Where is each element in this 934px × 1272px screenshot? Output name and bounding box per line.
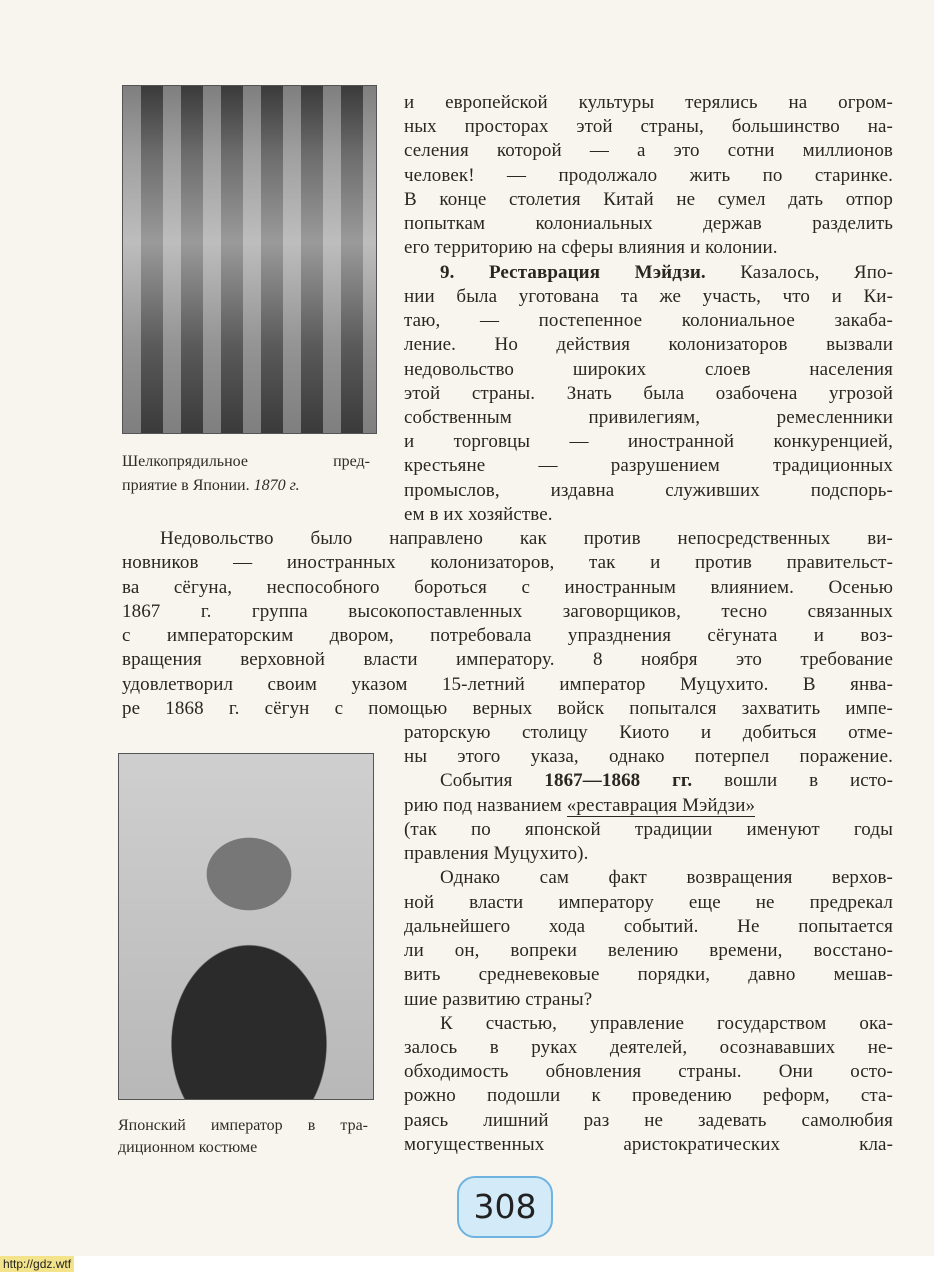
photo2-caption-line2: диционном костюме [118, 1139, 258, 1156]
text-segment: ли он, вопреки велению времени, восстано- [404, 940, 893, 962]
text-segment: промыслов, издавна служивших подспорь- [404, 479, 893, 501]
text-segment: События [440, 770, 545, 792]
text-line [440, 866, 893, 890]
underlined-term: «реставрация Мэйдзи» [566, 794, 756, 816]
text-segment: и торговцы — иностранной конкуренцией, [404, 431, 893, 453]
text-segment: ных просторах этой страны, большинство на- [404, 116, 893, 138]
text-line [404, 1133, 893, 1157]
text-segment: ной власти императору еще не предрекал [404, 891, 893, 913]
text-segment: раясь лишний раз не задевать самолюбия [404, 1109, 893, 1131]
silk-factory-photo [122, 85, 377, 434]
text-segment: с императорским двором, потребовала упразднения сёгуната и воз- [122, 625, 893, 647]
text-line [404, 721, 893, 745]
text-line [122, 600, 893, 624]
text-segment: Однако сам факт возвращения верхов- [440, 867, 893, 889]
text-segment: нии была уготована та же участь, что и Ки- [404, 285, 893, 307]
text-line [404, 285, 893, 309]
photo2-caption-line1: Японский император в тра- [118, 1117, 368, 1134]
text-segment: обходимость обновления страны. Они осто- [404, 1061, 893, 1083]
text-line [404, 479, 893, 503]
text-line [404, 236, 893, 260]
caption-text: приятие в Японии. [122, 477, 254, 494]
text-line [404, 745, 893, 769]
text-segment: дальнейшего хода событий. Не попытается [404, 915, 893, 937]
text-segment: недовольство широких слоев населения [404, 358, 893, 380]
bold-text: 1867—1868 гг. [544, 770, 693, 792]
text-line [404, 139, 893, 163]
text-segment: этой страны. Знать была озабочена угрозой [404, 382, 893, 404]
text-line [404, 891, 893, 915]
text-segment: собственным привилегиям, ремесленники [404, 406, 893, 428]
text-segment: шие развитию страны? [404, 988, 593, 1010]
text-segment: вить средневековые порядки, давно мешав- [404, 964, 893, 986]
text-segment: вращения верховной власти императору. 8 ноября это требование [122, 649, 893, 671]
text-line [404, 988, 893, 1012]
page-number: 308 [457, 1176, 553, 1238]
text-line [404, 818, 893, 842]
text-line [122, 576, 893, 600]
text-segment: и европейской культуры терялись на огром- [404, 92, 893, 113]
text-line [404, 309, 893, 333]
text-line [404, 1060, 893, 1084]
text-line [404, 915, 893, 939]
text-segment: К счастью, управление государством ока- [440, 1012, 893, 1034]
text-segment: ре 1868 г. сёгун с помощью верных войск попытался захватить импе- [122, 697, 893, 719]
text-line [404, 406, 893, 430]
text-segment: попыткам колониальных держав разделить [404, 213, 893, 235]
text-line [404, 454, 893, 478]
text-segment: крестьяне — разрушением традиционных [404, 455, 893, 477]
text-line [404, 333, 893, 357]
photo1-caption-line2 [122, 474, 300, 498]
text-line [122, 673, 893, 697]
text-line [404, 430, 893, 454]
emperor-photo [118, 753, 374, 1100]
text-segment: ны этого указа, однако потерпел поражение. [404, 746, 893, 768]
text-segment: 1867 г. группа высокопоставленных заговорщиков, тесно связанных [122, 600, 893, 622]
text-segment: ва сёгуна, неспособного бороться с иностранным влиянием. Осенью [122, 576, 893, 598]
text-line [404, 358, 893, 382]
text-line [404, 963, 893, 987]
text-segment: (так по японской традиции именуют годы [404, 818, 893, 840]
text-segment: раторскую столицу Киото и добиться отме- [404, 721, 893, 743]
text-line [122, 648, 893, 672]
text-segment: могущественных аристократических кла- [404, 1133, 893, 1155]
watermark-url[interactable]: http://gdz.wtf [0, 1256, 74, 1272]
text-line [404, 164, 893, 188]
text-line [404, 1036, 893, 1060]
text-segment: ем в их хозяйстве. [404, 503, 553, 525]
text-line [404, 382, 893, 406]
text-segment: новников — иностранных колонизаторов, так и против правительст- [122, 552, 893, 574]
text-line [404, 1084, 893, 1108]
text-segment: его территорию на сферы влияния и колонии. [404, 237, 778, 259]
text-segment: селения которой — а это сотни миллионов [404, 140, 893, 162]
text-line [404, 1109, 893, 1133]
text-line [404, 115, 893, 139]
text-line [404, 212, 893, 236]
caption-date: 1870 г. [253, 477, 300, 494]
text-segment: Недовольство было направлено как против непосредственных ви- [160, 528, 893, 550]
text-segment: человек! — продолжало жить по старинке. [404, 164, 893, 186]
text-line [440, 769, 893, 793]
text-segment: ление. Но действия колонизаторов вызвали [404, 334, 893, 356]
text-line [440, 261, 893, 285]
text-segment: удовлетворил своим указом 15-летний император Муцухито. В янва- [122, 673, 893, 695]
text-segment: Казалось, Япо- [705, 261, 893, 283]
text-line [122, 624, 893, 648]
text-line [122, 551, 893, 575]
text-line [404, 842, 893, 866]
text-line [122, 697, 893, 721]
text-line [404, 939, 893, 963]
text-segment: В конце столетия Китай не сумел дать отпор [404, 188, 893, 210]
text-line [404, 794, 893, 818]
text-segment: рожно подошли к проведению реформ, ста- [404, 1085, 893, 1107]
text-segment: залось в руках деятелей, осознававших не- [404, 1036, 893, 1058]
text-line [440, 1012, 893, 1036]
text-line [160, 527, 893, 551]
text-segment: рию под названием [404, 794, 567, 816]
text-segment: таю, — постепенное колониальное закаба- [404, 310, 893, 332]
text-segment: правления Муцухито). [404, 843, 589, 865]
text-segment: вошли в исто- [692, 770, 894, 792]
text-line [404, 188, 893, 212]
text-line [404, 503, 893, 527]
text-line [404, 91, 893, 115]
bold-text: 9. Реставрация Мэйдзи. [440, 261, 706, 283]
photo1-caption-line1: Шелкопрядильное пред- [122, 453, 370, 470]
